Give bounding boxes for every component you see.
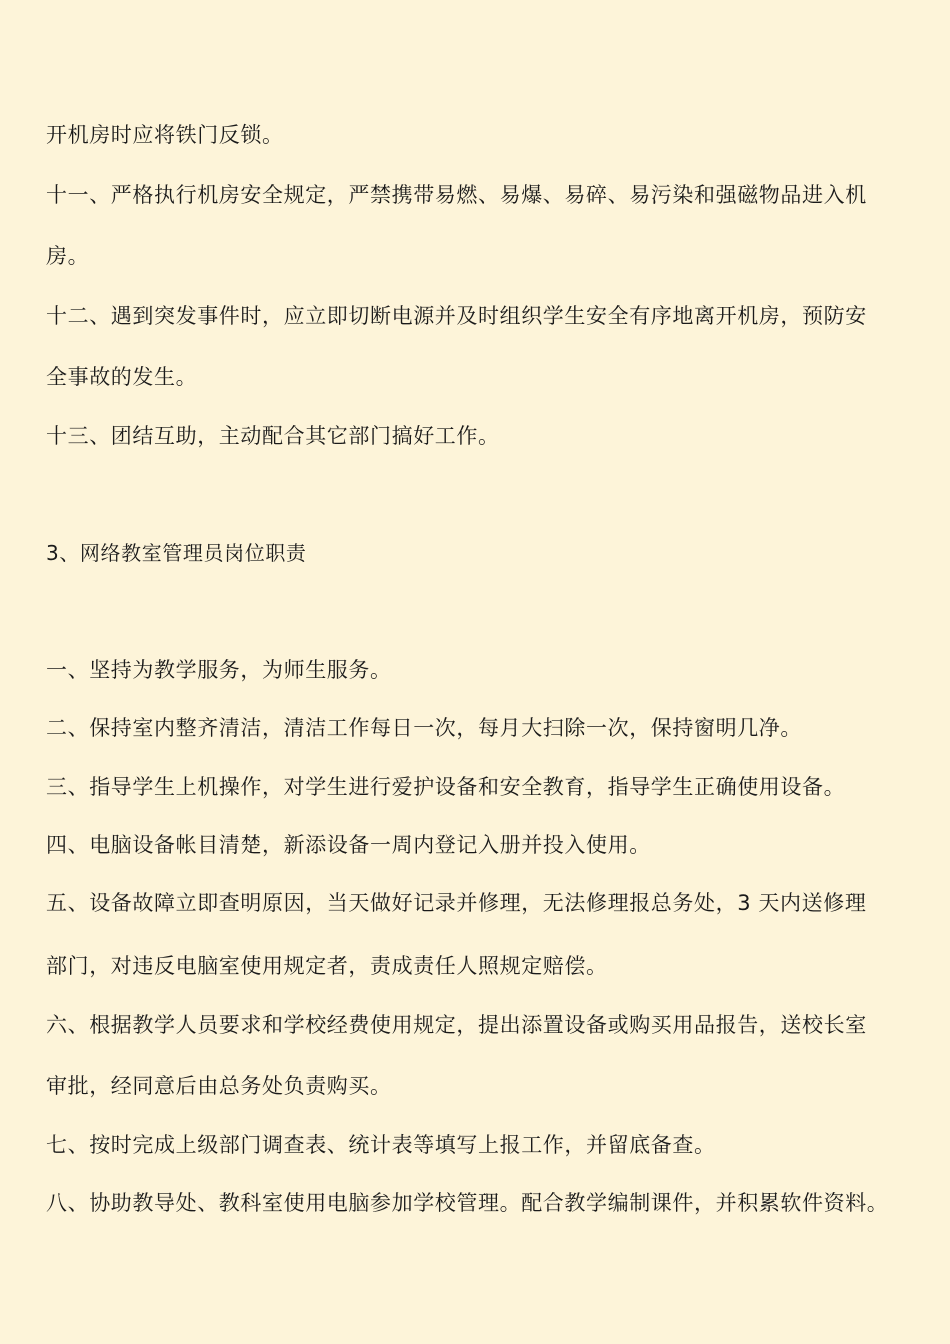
rule-item-12: 十二、遇到突发事件时，应立即切断电源并及时组织学生安全有序地离开机房，预防安 (46, 304, 867, 328)
duty-item-5-continuation: 部门，对违反电脑室使用规定者，责成责任人照规定赔偿。 (46, 954, 608, 978)
duty-item-4: 四、电脑设备帐目清楚，新添设备一周内登记入册并投入使用。 (46, 833, 651, 857)
duty-item-6: 六、根据教学人员要求和学校经费使用规定，提出添置设备或购买用品报告，送校长室 (46, 1013, 867, 1037)
rule-item-11: 十一、严格执行机房安全规定，严禁携带易燃、易爆、易碎、易污染和强磁物品进入机 (46, 183, 867, 207)
duty-item-7: 七、按时完成上级部门调查表、统计表等填写上报工作，并留底备查。 (46, 1133, 716, 1157)
duty-item-6-continuation: 审批，经同意后由总务处负责购买。 (46, 1074, 392, 1098)
text-line-continuation: 开机房时应将铁门反锁。 (46, 123, 284, 147)
duty-item-5: 五、设备故障立即查明原因，当天做好记录并修理，无法修理报总务处，3 天内送修理 (46, 891, 867, 915)
rule-item-12-continuation: 全事故的发生。 (46, 365, 198, 389)
duty-item-2: 二、保持室内整齐清洁，清洁工作每日一次，每月大扫除一次，保持窗明几净。 (46, 716, 802, 740)
section-heading: 3、网络教室管理员岗位职责 (46, 541, 307, 565)
rule-item-11-continuation: 房。 (46, 244, 90, 268)
rule-item-13: 十三、团结互助，主动配合其它部门搞好工作。 (46, 424, 500, 448)
duty-item-3: 三、指导学生上机操作，对学生进行爱护设备和安全教育，指导学生正确使用设备。 (46, 775, 846, 799)
duty-item-1: 一、坚持为教学服务，为师生服务。 (46, 658, 392, 682)
duty-item-8: 八、协助教导处、教科室使用电脑参加学校管理。配合教学编制课件，并积累软件资料。 (46, 1191, 889, 1215)
